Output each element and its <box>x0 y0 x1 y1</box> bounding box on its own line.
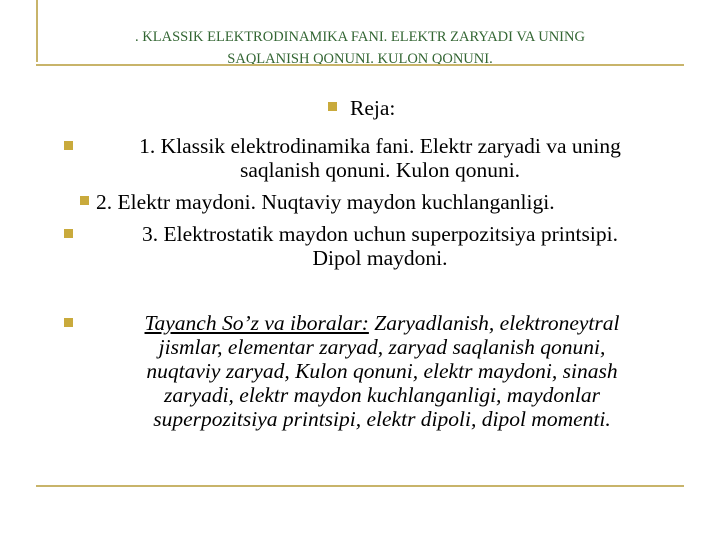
keywords-block <box>82 311 682 431</box>
plan-item-2-line-1: 2. Elektr maydoni. Nuqtaviy maydon kuchlanganligi. <box>96 190 555 214</box>
keywords-line-3: nuqtaviy zaryad, Kulon qonuni, elektr maydoni, sinash <box>146 359 618 383</box>
keywords-line-1 <box>82 311 682 335</box>
plan-item-3-line-2: Dipol maydoni. <box>312 246 448 270</box>
plan-item-3-line-1: 3. Elektrostatik maydon uchun superpozitsiya printsipi. <box>142 222 618 246</box>
plan-item-1-line-2: saqlanish qonuni. Kulon qonuni. <box>239 158 521 182</box>
keywords-label: Tayanch So’z va iboralar: <box>144 311 369 335</box>
plan-item-1 <box>80 134 680 182</box>
keywords-line-5: superpozitsiya printsipi, elektr dipoli, dipol momenti. <box>153 407 611 431</box>
plan-item-1-line-1: 1. Klassik elektrodinamika fani. Elektr zaryadi va uning <box>139 134 621 158</box>
plan-heading: Reja: <box>350 96 396 120</box>
bullet-square-icon <box>80 196 89 205</box>
bullet-square-icon <box>64 229 73 238</box>
plan-item-2 <box>96 190 676 214</box>
bottom-divider <box>36 485 684 487</box>
bullet-square-icon <box>64 141 73 150</box>
bullet-square-icon <box>64 318 73 327</box>
keywords-text-1: Zaryadlanish, elektroneytral <box>368 311 620 335</box>
slide-title-line-1: . KLASSIK ELEKTRODINAMIKA FANI. ELEKTR ZARYADI VA UNING <box>135 29 585 45</box>
slide-title-line-2: SAQLANISH QONUNI. KULON QONUNI. <box>227 51 493 67</box>
bullet-square-icon <box>328 102 337 111</box>
title-divider <box>36 64 684 66</box>
keywords-line-4: zaryadi, elektr maydon kuchlanganligi, maydonlar <box>164 383 600 407</box>
keywords-line-2: jismlar, elementar zaryad, zaryad saqlanish qonuni, <box>158 335 606 359</box>
plan-item-3 <box>80 222 680 270</box>
